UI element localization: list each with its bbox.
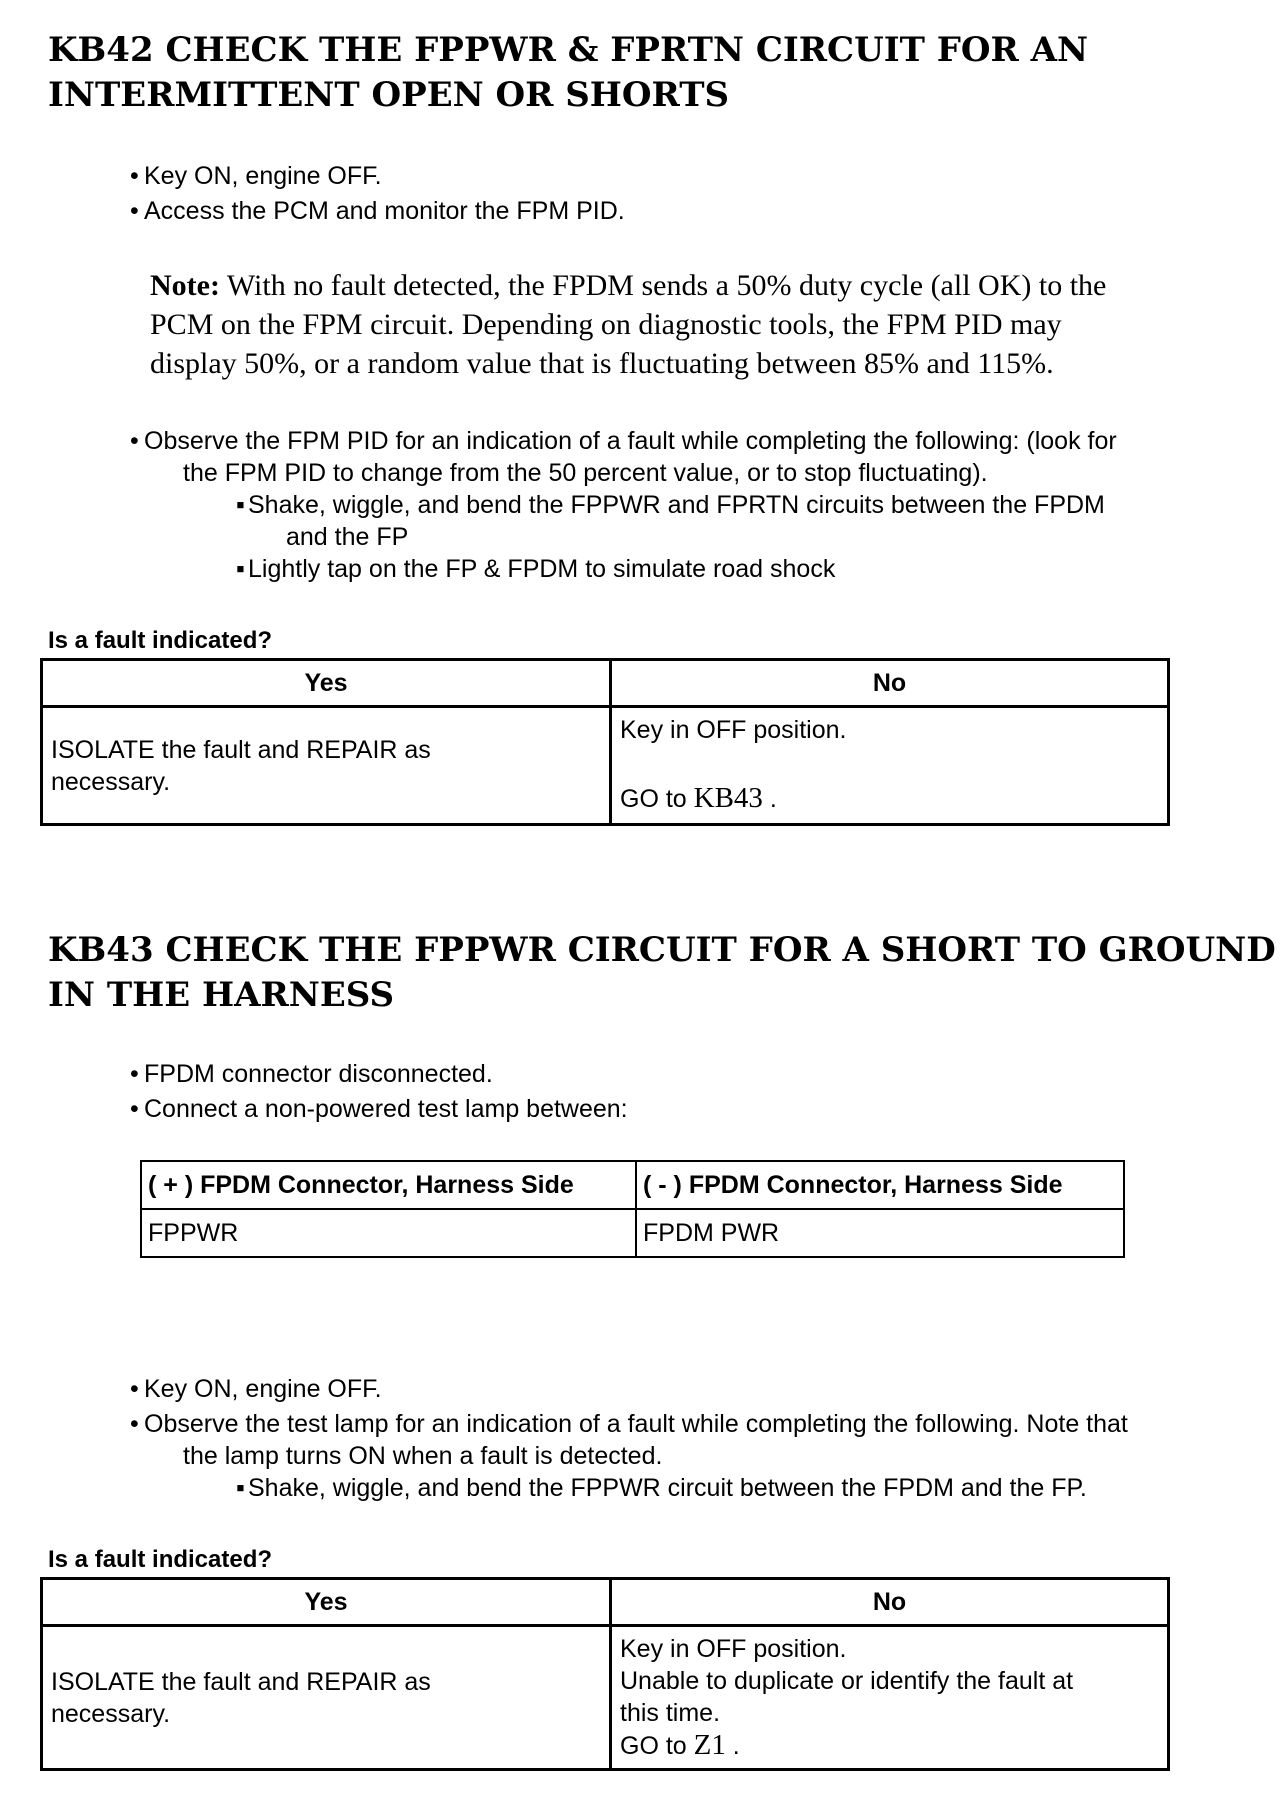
bullet-dot-icon: •	[130, 427, 139, 455]
kb43-connector-table	[140, 1160, 1125, 1258]
kb42-bullet-access-pcm: • Access the PCM and monitor the FPM PID.	[130, 197, 625, 225]
table-header-row	[42, 660, 1169, 707]
goto-kb43-link[interactable]: KB43	[693, 782, 763, 814]
kb43-observe-line2: the lamp turns ON when a fault is detected.	[183, 1442, 663, 1470]
kb43-bullet-observe: • Observe the test lamp for an indication of a fault while completing the following. Note that	[130, 1410, 1128, 1438]
bullet-dot-icon: •	[130, 1060, 139, 1088]
negative-side-header: ( - ) FPDM Connector, Harness Side	[636, 1161, 1124, 1209]
kb42-note-line1: Note: With no fault detected, the FPDM sends a 50% duty cycle (all OK) to the	[150, 269, 1107, 302]
kb43-title-line2: IN THE HARNESS	[48, 975, 395, 1015]
goto-z1: GO to Z1 .	[620, 1729, 740, 1761]
square-bullet-icon: ▪	[236, 1474, 245, 1502]
square-bullet-icon: ▪	[236, 491, 245, 519]
negative-side-cell: FPDM PWR	[636, 1209, 1124, 1257]
kb42-bullet-key-on: • Key ON, engine OFF.	[130, 162, 382, 190]
bullet-dot-icon: •	[130, 162, 139, 190]
square-bullet-icon: ▪	[236, 555, 245, 583]
kb42-sub-bullet-shake-line2: and the FP	[286, 523, 409, 551]
kb42-question: Is a fault indicated?	[48, 627, 273, 654]
kb43-result-table	[40, 1577, 1170, 1771]
kb42-bullet-observe: • Observe the FPM PID for an indication of a fault while completing the following: (look for	[130, 427, 1117, 455]
kb42-result-table	[40, 658, 1170, 826]
kb43-sub-bullet-shake: ▪ Shake, wiggle, and bend the FPPWR circuit between the FPDM and the FP.	[236, 1474, 1087, 1502]
bullet-dot-icon: •	[130, 197, 139, 225]
positive-side-header: ( + ) FPDM Connector, Harness Side	[141, 1161, 636, 1209]
yes-header: Yes	[42, 1579, 611, 1626]
kb42-observe-line2: the FPM PID to change from the 50 percent value, or to stop fluctuating).	[183, 459, 988, 487]
no-header: No	[611, 660, 1169, 707]
positive-side-cell: FPPWR	[141, 1209, 636, 1257]
kb43-bullet-fpdm-disconnected: • FPDM connector disconnected.	[130, 1060, 493, 1088]
table-row	[141, 1209, 1124, 1257]
no-cell: Key in OFF position. GO to KB43 .	[611, 707, 1169, 825]
yes-cell: ISOLATE the fault and REPAIR as necessary.	[42, 1626, 611, 1770]
no-header: No	[611, 1579, 1169, 1626]
kb43-bullet-key-on: • Key ON, engine OFF.	[130, 1375, 382, 1403]
bullet-dot-icon: •	[130, 1375, 139, 1403]
kb42-title-line2: INTERMITTENT OPEN OR SHORTS	[48, 75, 730, 115]
kb43-title	[48, 928, 1276, 1018]
kb42-title	[48, 28, 1258, 118]
no-cell: Key in OFF position. Unable to duplicate or identify the fault at this time. GO to Z1 .	[611, 1626, 1169, 1770]
kb42-sub-bullet-shake: ▪ Shake, wiggle, and bend the FPPWR and FPRTN circuits between the FPDM	[236, 491, 1105, 519]
kb43-question: Is a fault indicated?	[48, 1546, 273, 1573]
kb42-title-line1: KB42 CHECK THE FPPWR & FPRTN CIRCUIT FOR AN	[48, 30, 1089, 70]
bullet-dot-icon: •	[130, 1095, 139, 1123]
table-header-row	[42, 1579, 1169, 1626]
kb42-sub-bullet-tap: ▪ Lightly tap on the FP & FPDM to simulate road shock	[236, 555, 836, 583]
table-row	[42, 1626, 1169, 1770]
goto-z1-link[interactable]: Z1	[693, 1729, 726, 1761]
yes-header: Yes	[42, 660, 611, 707]
kb43-bullet-connect-lamp: • Connect a non-powered test lamp between:	[130, 1095, 628, 1123]
table-row	[42, 707, 1169, 825]
bullet-dot-icon: •	[130, 1410, 139, 1438]
table-header-row	[141, 1161, 1124, 1209]
kb42-note-line2: PCM on the FPM circuit. Depending on diagnostic tools, the FPM PID may	[150, 308, 1062, 341]
kb42-note-line3: display 50%, or a random value that is fluctuating between 85% and 115%.	[150, 347, 1054, 380]
kb43-title-line1: KB43 CHECK THE FPPWR CIRCUIT FOR A SHORT TO GROUND	[48, 930, 1276, 970]
yes-cell: ISOLATE the fault and REPAIR as necessary.	[42, 707, 611, 825]
goto-kb43: GO to KB43 .	[620, 782, 777, 814]
kb42-note	[150, 266, 1230, 383]
